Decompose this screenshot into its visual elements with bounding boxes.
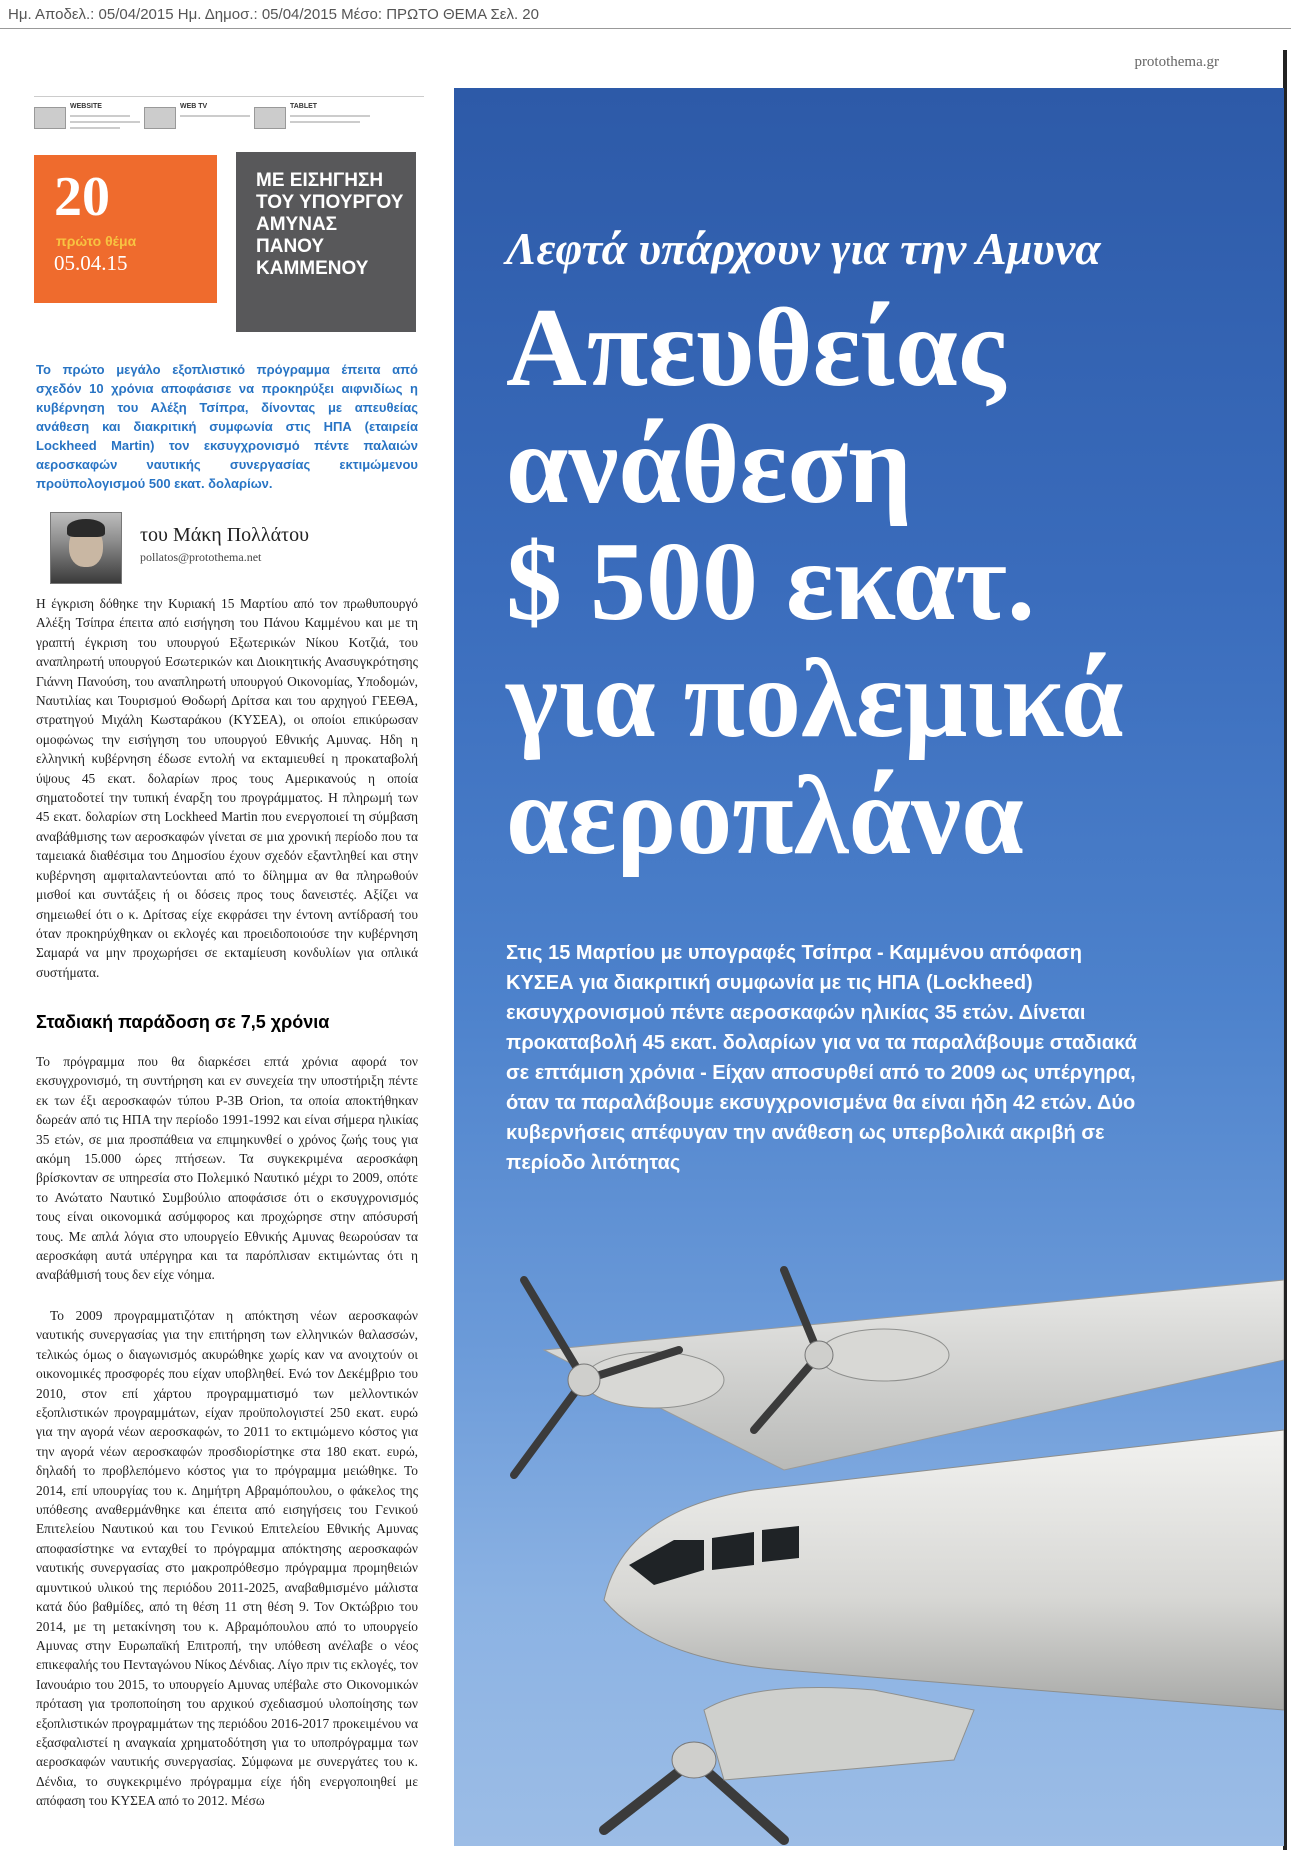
issue-brand: πρώτο θέμα bbox=[56, 233, 137, 249]
aircraft-illustration bbox=[454, 1240, 1284, 1846]
note-line: ΤΟΥ ΥΠΟΥΡΓΟΥ bbox=[256, 192, 404, 213]
promo-label: TABLET bbox=[290, 103, 318, 110]
author-email: pollatos@protothema.net bbox=[140, 550, 262, 564]
headline-line: για πολεμικά bbox=[506, 637, 1124, 761]
headline-line: Απευθείας bbox=[506, 286, 1006, 410]
hero-headline bbox=[506, 286, 1276, 878]
header-divider bbox=[0, 28, 1291, 29]
headline-line: $ 500 εκατ. bbox=[506, 520, 1035, 644]
note-line: ΠΑΝΟΥ bbox=[256, 236, 325, 257]
promo-label: WEBSITE bbox=[70, 103, 102, 110]
standfirst: Το πρώτο μεγάλο εξοπλιστικό πρόγραμμα έπειτα από σχεδόν 10 χρόνια αποφάσισε να προκηρύξει αιφνιδίως η κυβέρνηση του Αλέξη Τσίπρα, δίνοντας με απευθείας ανάθεση και διακριτική συμφωνία στις ΗΠΑ (εταιρεία Lockheed Martin) τον εκσυγχρονισμό πέντε παλαιών αεροσκαφών ναυτικής συνεργασίας εκτιμώμενου προϋπολογισμού 500 εκατ. δολαρίων. bbox=[36, 362, 418, 491]
body-paragraph-1: Η έγκριση δόθηκε την Κυριακή 15 Μαρτίου από τον πρωθυπουργό Αλέξη Τσίπρα έπειτα από εισήγηση του Πάνου Καμμένου και με τη γραπτή έγκριση του υπουργού Εξωτερικών Νίκου Κοτζιά, του αναπληρωτή υπουργού Εσωτερικών και Διοικητικής Ανασυγκρότησης Γιάννη Πανούση, του αναπληρωτή υπουργού Οικονομίας, Υποδομών, Ναυτιλίας και Τουρισμού Θοδωρή Δρίτσα και του αρχηγού ΓΕΕΘΑ, στρατηγού Μιχάλη Κωσταράκου (ΚΥΣΕΑ), οι οποίοι επικύρωσαν ομοφώνως την εισήγηση του υπουργού Εθνικής Αμυνας. Ηδη η ελληνική κυβέρνηση έδωσε εντολή να εκταμιευθεί η προκαταβολή ύψους 45 εκατ. δολαρίων προς τους Αμερικανούς η οποία σηματοδοτεί την τυπική έναρξη του προγράμματος. Η πληρωμή των 45 εκατ. δολαρίων στη Lockheed Martin που ενεργοποιεί τη σύμβαση αναβάθμισης των αεροσκαφών γίνεται σε μια χρονική περίοδο που τα ταμειακά διαθέσιμα του Δημοσίου έχουν σχεδόν εξαντληθεί και στην κυβέρνηση αμφιταλαντεύονται από το δίλημμα αν θα πληρωθούν μισθοί και συντάξεις ή οι δόσεις προς τους δανειστές. Αξίζει να σημειωθεί ότι ο κ. Δρίτσας είχε εκφράσει την έντονη αντίδρασή του όταν προκηρύχθηκαν οι εκλογές και προειδοποιούσε την κυβέρνηση Σαμαρά να μην προχωρήσει σε εκταμίευση κονδυλίων για οπλικά συστήματα. bbox=[36, 596, 418, 980]
page-number: 20 bbox=[54, 166, 110, 228]
site-tag: protothema.gr bbox=[1134, 54, 1219, 70]
author-name: του Μάκη Πολλάτου bbox=[140, 524, 309, 546]
issue-date: 05.04.15 bbox=[54, 251, 128, 275]
hero-subheadline: Στις 15 Μαρτίου με υπογραφές Τσίπρα - Καμμένου απόφαση ΚΥΣΕΑ για διακριτική συμφωνία με τις ΗΠΑ (Lockheed) εκσυγχρονισμού πέντε αεροσκαφών ηλικίας 35 ετών. Δίνεται προκαταβολή 45 εκατ. δολαρίων για να τα παραλάβουμε σταδιακά σε επτάμιση χρόνια - Είχαν αποσυρθεί από το 2009 ως υπέργηρα, όταν τα παραλάβουμε εκσυγχρονισμένα θα είναι ήδη 42 ετών. Δύο κυβερνήσεις απέφυγαν την ανάθεση ως υπερβολικά ακριβή σε περίοδο λιτότητας bbox=[506, 942, 1137, 1174]
author-photo bbox=[50, 512, 122, 584]
note-line: ΚΑΜΜΕΝΟΥ bbox=[256, 258, 369, 279]
note-line: ΜΕ ΕΙΣΗΓΗΣΗ bbox=[256, 170, 384, 191]
clipping-meta: Ημ. Αποδελ.: 05/04/2015 Ημ. Δημοσ.: 05/04/2015 Μέσο: ΠΡΩΤΟ ΘΕΜΑ Σελ. 20 bbox=[8, 6, 539, 23]
note-box bbox=[236, 152, 416, 332]
tablet-thumb-icon bbox=[254, 107, 286, 129]
webtv-thumb-icon bbox=[144, 107, 176, 129]
headline-line: αεροπλάνα bbox=[506, 754, 1024, 878]
note-line: ΑΜΥΝΑΣ bbox=[256, 214, 338, 235]
hero-kicker: Λεφτά υπάρχουν για την Αμυνα bbox=[506, 223, 1101, 274]
promo-strip bbox=[34, 96, 424, 155]
promo-label: WEB TV bbox=[180, 103, 208, 110]
body-paragraph-2: Το πρόγραμμα που θα διαρκέσει επτά χρόνια αφορά τον εκσυγχρονισμό, τη συντήρηση και εν συνεχεία την υποστήριξη πέντε εκ των έξι αεροσκαφών τύπου P-3B Orion, τα οποία αποκτήθηκαν δωρεάν από τις ΗΠΑ την περίοδο 1991-1992 και είναι σήμερα ηλικίας 35 ετών, σε μια προσπάθεια να επιμηκυνθεί ο χρόνος ζωής τους για ακόμη 15.000 ώρες πτήσεων. Τα συγκεκριμένα αεροσκάφη βρίσκονταν σε υπηρεσία στο Πολεμικό Ναυτικό μέχρι το 2009, οπότε το Ανώτατο Ναυτικό Συμβούλιο αποφάσισε ότι ο εκσυγχρονισμός τους είναι οικονομικά ασύμφορος και προχώρησε στην απόσυρσή τους. Με απλά λόγια στο υπουργείο Εθνικής Αμυνας θεωρούσαν τα αεροσκάφη αυτά υπέργηρα και τα παρόπλισαν εκτιμώντας ότι η αναβάθμισή τους δεν είχε νόημα. bbox=[36, 1054, 418, 1283]
body-paragraph-3: Το 2009 προγραμματιζόταν η απόκτηση νέων αεροσκαφών ναυτικής συνεργασίας για την επιτήρηση των ελληνικών θαλασσών, τελικώς όμως ο διαγωνισμός ακυρώθηκε χωρίς καν να ανοιχτούν οι οικονομικές προσφορές που είχαν υποβληθεί. Ενώ τον Δεκέμβριο του 2010, στον επί χάρτου προγραμματισμό των μελλοντικών εξοπλιστικών προγραμμάτων, είχαν προϋπολογιστεί 250 εκατ. ευρώ για την αγορά νέων αεροσκαφών, το 2011 το εκτιμώμενο κόστος για την αγορά νέων αεροσκαφών προσδιορίστηκε στα 180 εκατ. ευρώ, δηλαδή το προβλεπόμενο κόστος για το πρόγραμμα μειώθηκε. Το 2014, επί υπουργίας του κ. Δημήτρη Αβραμόπουλου, ο φάκελος της υπόθεσης αναθερμάνθηκε και έπειτα από εισηγήσεις του Γενικού Επιτελείου Ναυτικού και του Γενικού Επιτελείου Εθνικής Αμυνας αποφασίστηκε να ενταχθεί το πρόγραμμα απόκτησης αεροσκαφών ναυτικής συνεργασίας στο μακροπρόθεσμο πρόγραμμα προμηθειών αμυντικού υλικού της περιόδου 2011-2025, αναβαθμισμένο μάλιστα κατά δύο βαθμίδες, από τη θέση 11 στη θέση 9. Τον Οκτώβριο του 2014, με τη μετακίνηση του κ. Αβραμόπουλου από το υπουργείο Αμυνας στην Ευρωπαϊκή Επιτροπή, την υπόθεση ανέλαβε ο νέος επικεφαλής του Πενταγώνου Νίκος Δένδιας. Λίγο πριν τις εκλογές, τον Ιανουάριο του 2015, το υπουργείο Αμυνας υπέβαλε στο Οικονομικών πρόταση για τροποποίηση του αρχικού σχεδιασμού υλοποίησης των εξοπλιστικών προγραμμάτων της περιόδου 2016-2017 προκειμένου να εξασφαλιστεί η αναγκαία χρηματοδότηση για το υποπρόγραμμα των αεροσκαφών ναυτικής συνεργασίας. Σύμφωνα με συνεργάτες του κ. Δένδια, το συγκεκριμένο πρόγραμμα είχε ήδη ενεργοποιηθεί με απόφαση του ΚΥΣΕΑ από το 2012. Μέσω bbox=[36, 1308, 418, 1809]
issue-badge bbox=[34, 155, 217, 303]
section-subhead: Σταδιακή παράδοση σε 7,5 χρόνια bbox=[36, 1012, 330, 1032]
headline-line: ανάθεση bbox=[506, 403, 912, 527]
website-thumb-icon bbox=[34, 107, 66, 129]
